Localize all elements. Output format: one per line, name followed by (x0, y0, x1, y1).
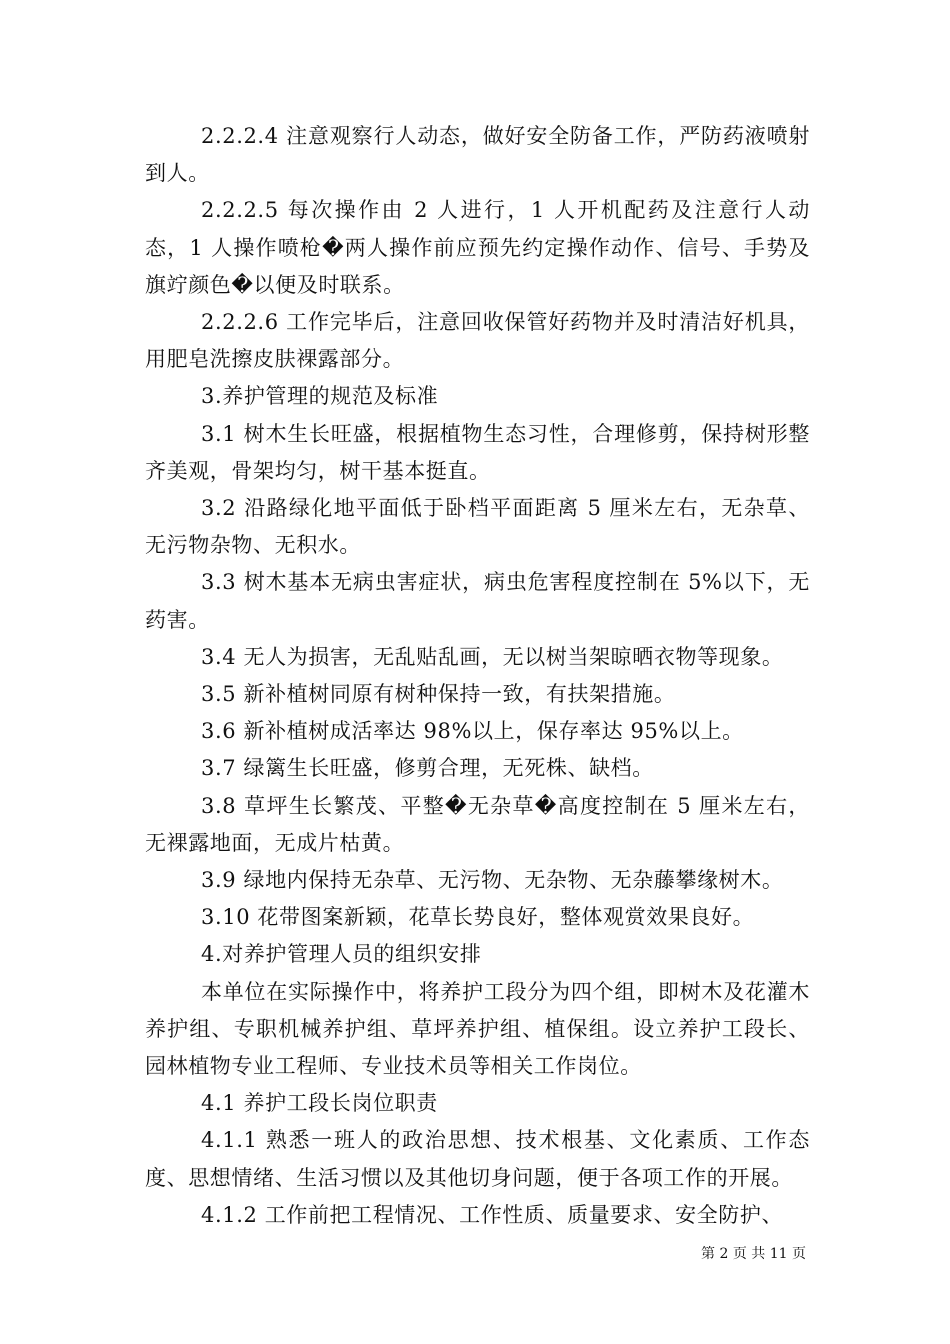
section-heading-3: 3.养护管理的规范及标准 (201, 384, 439, 409)
paragraph-3-4: 3.4 无人为损害，无乱贴乱画，无以树当架晾晒衣物等现象。 (201, 644, 784, 669)
paragraph-2-2-2-4: 2.2.2.4 注意观察行人动态，做好安全防备工作，严防药液喷射到人。 (145, 124, 810, 186)
paragraph-3-6: 3.6 新补植树成活率达 98%以上，保存率达 95%以上。 (201, 719, 744, 744)
paragraph-3-1: 3.1 树木生长旺盛，根据植物生态习性，合理修剪，保持树形整齐美观，骨架均匀，树干基本挺直。 (145, 421, 810, 483)
paragraph-3-10: 3.10 花带图案新颖，花草长势良好，整体观赏效果良好。 (201, 905, 755, 930)
paragraph-4-intro: 本单位在实际操作中，将养护工段分为四个组，即树木及花灌木养护组、专职机械养护组、草坪养护组、植保组。设立养护工段长、园林植物专业工程师、专业技术员等相关工作岗位。 (145, 979, 810, 1079)
paragraph-2-2-2-5: 2.2.2.5 每次操作由 2 人进行，1 人开机配药及注意行人动态，1 人操作喷枪�两人操作前应预先约定操作动作、信号、手势及旗竚颜色�以便及时联系。 (145, 198, 810, 297)
page-number-footer: 第 2 页 共 11 页 (701, 1246, 806, 1262)
paragraph-3-2: 3.2 沿路绿化地平面低于卧档平面距离 5 厘米左右，无杂草、无污物杂物、无积水。 (145, 496, 810, 558)
paragraph-4-1-2: 4.1.2 工作前把工程情况、工作性质、质量要求、安全防护、 (201, 1202, 784, 1227)
paragraph-3-7: 3.7 绿篱生长旺盛，修剪合理，无死株、缺档。 (201, 756, 654, 781)
paragraph-3-9: 3.9 绿地内保持无杂草、无污物、无杂物、无杂藤攀缘树木。 (201, 868, 784, 893)
subheading-4-1: 4.1 养护工段长岗位职责 (201, 1091, 438, 1116)
paragraph-2-2-2-6: 2.2.2.6 工作完毕后，注意回收保管好药物并及时清洁好机具，用肥皂洗擦皮肤裸露部分。 (145, 310, 810, 372)
document-body (145, 118, 810, 1234)
paragraph-4-1-1: 4.1.1 熟悉一班人的政治思想、技术根基、文化素质、工作态度、思想情绪、生活习惯以及其他切身问题，便于各项工作的开展。 (145, 1128, 810, 1190)
section-heading-4: 4.对养护管理人员的组织安排 (201, 942, 482, 967)
paragraph-3-3: 3.3 树木基本无病虫害症状，病虫危害程度控制在 5%以下，无药害。 (145, 570, 810, 632)
paragraph-3-5: 3.5 新补植树同原有树种保持一致，有扶架措施。 (201, 682, 676, 707)
paragraph-3-8: 3.8 草坪生长繁茂、平整�无杂草�高度控制在 5 厘米左右，无裸露地面，无成片枯黄。 (145, 793, 810, 855)
